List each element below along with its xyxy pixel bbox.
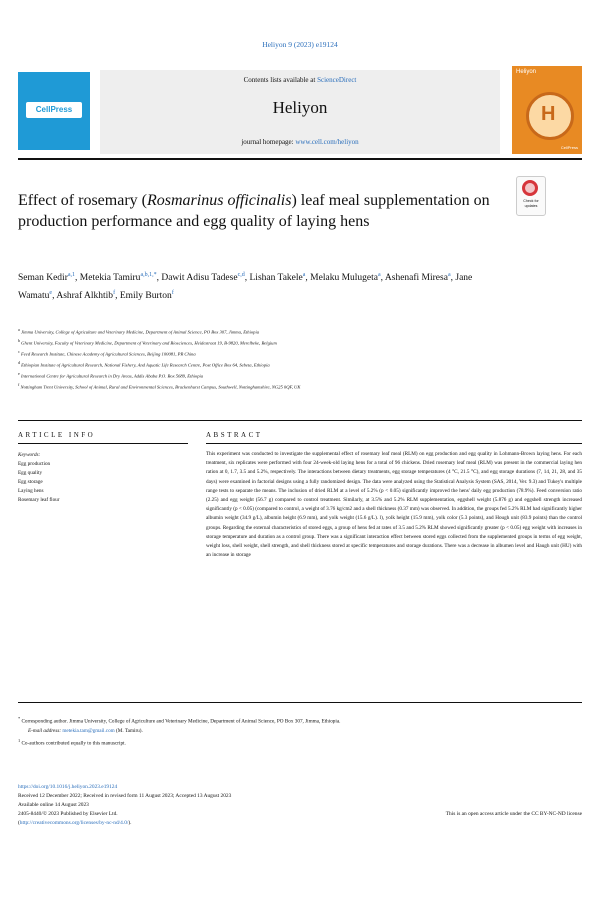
author-affiliation-marker[interactable]: f	[171, 290, 174, 297]
keyword-item: Egg production	[18, 461, 51, 467]
author-affiliation-marker[interactable]: a	[302, 272, 306, 278]
license-line	[18, 810, 582, 819]
affiliation-text: Nottingham Trent University, School of Animal, Rural and Environmental Sciences, Brackenhurst Campus, Southwell, Nottinghamshire, NG25 0QF, UK	[20, 384, 301, 390]
affiliation-item	[18, 359, 588, 370]
corresponding-marker: *	[18, 716, 21, 721]
author-name[interactable]: Metekia Tamiru	[79, 273, 141, 284]
contents-prefix: Contents lists available at	[243, 76, 318, 84]
email-label: E-mail address:	[28, 727, 63, 734]
affiliation-item	[18, 381, 588, 392]
abstract-text: This experiment was conducted to investigate the supplemental effect of rosemary leaf meal (RLM) on egg production and egg quality in Lohmann-Brown laying hens. For each treatment, six replicates were performed with four 24-week-old laying hens for a total of 96 chickens. Dried rosemary leaf meal (RLM) was present in the commercial laying hen ration at 0, 1.7, 3.5 and 5.2%, respectively. The interactions between dietary treatments, egg storage temperatures (4 °C, 21.5 °C), and egg storage durations (7, 14, 21, 28, and 35 days) were examined in factorial designs using a fully randomized design. The data were analyzed using the Statistical Analysis System (SAS, 2014, Ver. 9.3) and Tukey's multiple range tests to separate the means. The inclusion of dried RLM at a level of 5.2% (p < 0.05) significantly improved the hens' daily egg production (78.9%). Feed conversion ratio (2.25) and egg weight (56.7 g) compared to control treatment. Similarly, at 3.5% and 5.2% RLM supplementation, eggshell weight (5.876 g) and eggshell strength increased significantly (p < 0.05) (compared to control, a weight of 3.76 kg/cm2 and a shell thickness (0.37 mm) was observed. In addition, the groups fed 5.2% RLM had significantly higher albumin weight (34.9 g/L), albumin height (6.9 mm), and yolk weight (15.6 g/L). l), yolk height (15.9 mm), yolk color (5.3 points), and Hough unit (83.9 points) than the control groups. Regarding the external characteristics of stored eggs, a group of hens fed at rates of 3.5 and 5.2% RLM showed significantly greater (p < 0.05) egg weight with increases in storage temperature and duration as a control group. There was a significant interaction effect between stored eggs collected from the supplemented groups in terms of egg weight, weight loss, shell weight, shell strength, and shell thickness stored at specific temperatures and storage durations. There was a decrease in albumen level and Haugh unit (HU) with an increase in storage	[206, 451, 582, 559]
contents-line	[100, 76, 500, 84]
affiliation-text: Feed Research Institute, Chinese Academy of Agricultural Sciences, Beijing 100081, PR China	[20, 351, 196, 357]
abstract-rule	[206, 443, 582, 444]
check-for-updates-badge[interactable]	[516, 176, 546, 216]
corresponding-footnote	[18, 714, 582, 727]
author-name[interactable]: Melaku Mulugeta	[310, 273, 378, 284]
author-separator: ,	[156, 273, 162, 284]
email-footnote	[18, 727, 582, 736]
keywords-block	[18, 451, 188, 505]
keyword-item: Rosemary leaf flour	[18, 497, 60, 503]
cover-footer: CellPress	[560, 145, 578, 150]
cover-title: Heliyon	[516, 69, 537, 75]
author-list	[18, 268, 482, 304]
affiliation-text: Ethiopian Institute of Agricultural Research, National Fishery, And Aquatic Life Research Centre, Post Office Box 64, Sebeta, Ethiopia	[21, 362, 270, 368]
author-name[interactable]: Dawit Adisu Tadese	[161, 273, 238, 284]
cover-emblem	[526, 92, 574, 140]
keyword-item: Egg storage	[18, 479, 43, 485]
affiliation-marker: d	[18, 360, 20, 366]
email-suffix: (M. Tamiru).	[114, 727, 143, 734]
journal-reference[interactable]: Heliyon 9 (2023) e19124	[262, 40, 338, 49]
check-for-updates-label: Check for updates	[523, 199, 539, 208]
affiliation-item	[18, 370, 588, 381]
author-separator: ,	[52, 291, 57, 302]
author-affiliation-marker[interactable]: a,b,1,*	[140, 272, 157, 278]
author-separator: ,	[305, 273, 311, 284]
affiliation-item	[18, 337, 588, 348]
author-affiliation-marker[interactable]: c,d	[237, 272, 245, 278]
header-divider	[18, 158, 582, 160]
homepage-prefix: journal homepage:	[241, 138, 296, 146]
keyword-item: Laying hens	[18, 488, 44, 494]
update-icon	[522, 180, 538, 196]
author-name[interactable]: Seman Kedir	[18, 273, 68, 284]
affiliation-item	[18, 326, 588, 337]
affiliation-text: Jimma University, College of Agriculture and Veterinary Medicine, Department of Animal Science, PO Box 307, Jimma, Ethiopia	[20, 329, 260, 335]
affiliation-marker: f	[18, 382, 20, 388]
footnote-divider	[18, 702, 582, 703]
title-part-2: ) leaf meal supplementation on production performance and egg quality of laying hens	[18, 192, 490, 230]
keyword-list	[18, 460, 188, 505]
author-separator: ,	[75, 273, 80, 284]
author-affiliation-marker[interactable]: a	[377, 272, 381, 278]
author-affiliation-marker[interactable]: f	[113, 290, 116, 297]
author-name[interactable]: Ashraf Alkhtib	[56, 291, 114, 302]
license-link[interactable]: http://creativecommons.org/licenses/by-nc-nd/4.0/	[19, 820, 129, 826]
footnotes	[18, 714, 582, 748]
history-dates: Received 12 December 2022; Received in revised form 11 August 2023; Accepted 13 August 2023	[18, 793, 232, 799]
article-info-rule	[18, 443, 188, 444]
journal-cover-image[interactable]	[512, 66, 582, 154]
publication-info	[18, 783, 582, 828]
cofirst-footnote	[18, 736, 582, 749]
journal-title: Heliyon	[272, 98, 328, 117]
email-link[interactable]: metekia.tam@gmail.com	[62, 727, 115, 734]
title-part-1: Effect of rosemary (	[18, 192, 147, 209]
author-name[interactable]: Ashenafi Miresa	[384, 273, 448, 284]
license-text: This is an open access article under the CC BY-NC-ND license	[445, 811, 582, 817]
section-divider	[18, 420, 582, 421]
homepage-link[interactable]: www.cell.com/heliyon	[295, 138, 359, 146]
author-affiliation-marker[interactable]: e	[49, 290, 53, 297]
license-end: ).	[128, 820, 132, 826]
affiliation-marker: a	[18, 327, 20, 332]
copyright-text: 2405-8440/© 2023 Published by Elsevier Ltd.	[18, 811, 118, 817]
author-affiliation-marker[interactable]: a	[447, 272, 451, 278]
affiliation-text: Ghent University, Faculty of Veterinary Medicine, Department of Veterinary and Biosciences, Heidestraat 19, B-9820, Merelbeke, Belgium	[21, 340, 277, 346]
affiliation-marker: e	[18, 371, 20, 377]
cellpress-logo-text: CellPress	[26, 102, 82, 118]
author-name[interactable]: Emily Burton	[119, 291, 172, 302]
author-name[interactable]: Lishan Takele	[249, 273, 303, 284]
author-affiliation-marker[interactable]: a,1	[67, 272, 76, 278]
keyword-item: Egg quality	[18, 470, 43, 476]
cofirst-text: Co-authors contributed equally to this manuscript.	[21, 740, 126, 747]
abstract-heading: ABSTRACT	[206, 431, 263, 439]
author-name[interactable]: Jane Wamatu	[18, 273, 473, 302]
cellpress-logo[interactable]	[18, 72, 90, 150]
doi-link[interactable]: https://doi.org/10.1016/j.heliyon.2023.e19124	[18, 784, 118, 790]
author-separator: ,	[244, 273, 250, 284]
author-separator: ,	[115, 291, 120, 302]
title-species: Rosmarinus officinalis	[146, 192, 292, 209]
affiliation-marker: c	[18, 349, 20, 355]
homepage-line	[100, 138, 500, 146]
affiliation-marker: b	[18, 338, 20, 344]
article-title	[18, 190, 498, 232]
cofirst-marker: 1	[18, 737, 21, 743]
keywords-heading: Keywords:	[18, 452, 41, 458]
affiliation-list	[18, 326, 588, 392]
cover-letter: H	[541, 103, 556, 125]
author-separator: ,	[450, 273, 456, 284]
corresponding-text: Corresponding author. Jimma University, College of Agriculture and Veterinary Medicine, Department of Animal Science, PO Box 307, Jimma, Ethiopia.	[21, 718, 341, 725]
online-date: Available online 14 August 2023	[18, 802, 89, 808]
article-info-heading: ARTICLE INFO	[18, 431, 96, 439]
author-separator: ,	[380, 273, 385, 284]
affiliation-text: International Centre for Agricultural Research in Dry Areas, Addis Ababa P.O. Box 5689, Ethiopia	[20, 373, 204, 379]
affiliation-item	[18, 348, 588, 359]
sciencedirect-link[interactable]: ScienceDirect	[317, 76, 357, 84]
license-url-line: (http://creativecommons.org/licenses/by-nc-nd/4.0/).	[18, 820, 132, 826]
